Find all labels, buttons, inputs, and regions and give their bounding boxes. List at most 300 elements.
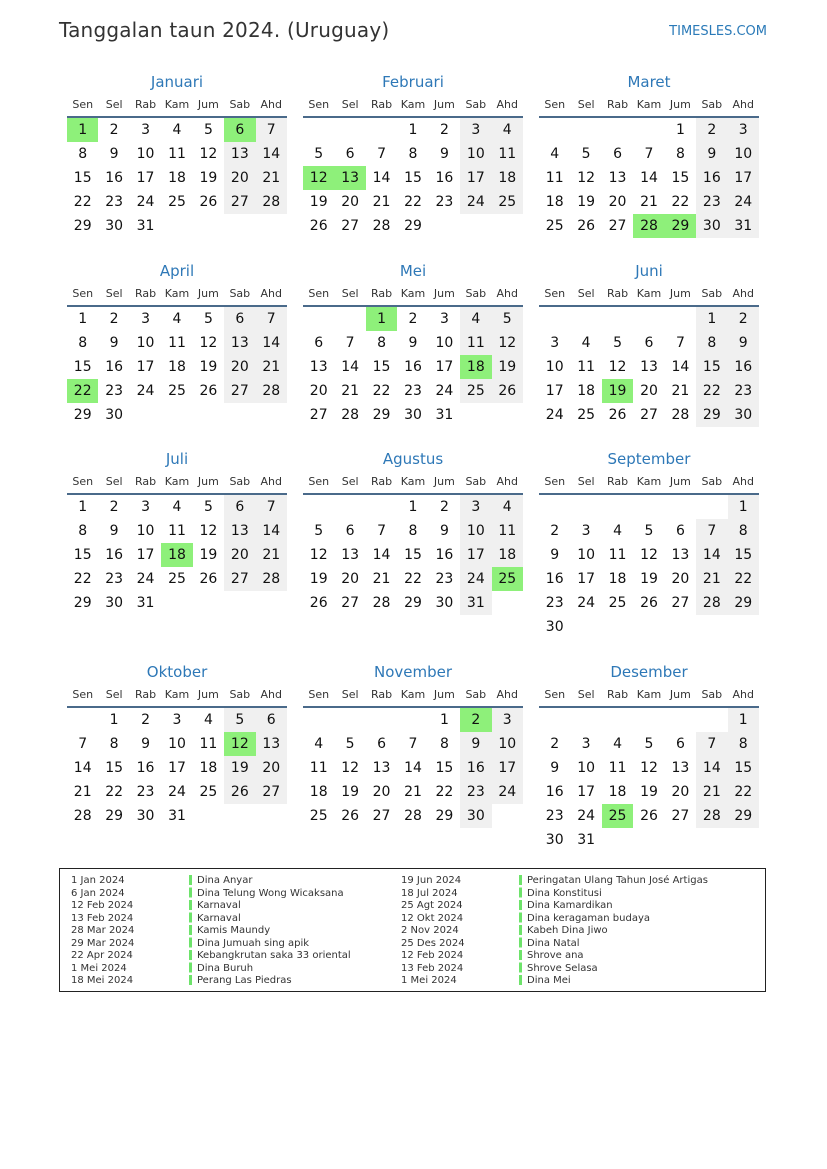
day-cell: 18: [492, 543, 523, 567]
day-cell: 5: [613, 335, 623, 351]
day-cell: 8: [696, 331, 727, 355]
day-cell: 6: [644, 335, 654, 351]
day-cell: 16: [435, 547, 454, 563]
day-cell: 16: [545, 784, 564, 800]
month-title: Juni: [635, 262, 663, 280]
legend-date: 28 Mar 2024: [71, 925, 135, 936]
weekday-label: Jum: [433, 98, 455, 111]
legend-date: 1 Jan 2024: [71, 875, 125, 886]
day-cell: 5: [345, 736, 355, 752]
empty-cell: [665, 307, 696, 331]
month-maret: [539, 70, 759, 238]
day-cell: 7: [256, 495, 287, 519]
day-cell: 12: [309, 547, 328, 563]
day-cell: 17: [136, 359, 155, 375]
legend-date: 12 Feb 2024: [401, 950, 464, 961]
day-cell: 11: [309, 760, 328, 776]
empty-cell: [67, 708, 98, 732]
day-cell: 4: [203, 712, 213, 728]
empty-cell: [570, 495, 601, 519]
day-cell: 26: [309, 595, 328, 611]
weekday-label: Sel: [341, 475, 359, 488]
day-cell: 13: [256, 732, 287, 756]
weekday-label: Sen: [72, 475, 94, 488]
day-cell: 12: [608, 359, 627, 375]
weekday-label: Sen: [308, 688, 330, 701]
day-cell: 1: [408, 122, 418, 138]
empty-cell: [256, 804, 287, 828]
weekday-label: Jum: [669, 98, 691, 111]
empty-cell: [602, 828, 633, 852]
day-cell: 23: [105, 571, 124, 587]
day-cell: 30: [545, 832, 564, 848]
weekday-label: Jum: [433, 688, 455, 701]
day-cell: 16: [404, 359, 422, 375]
day-cell: 2: [109, 311, 119, 327]
day-cell: 20: [256, 756, 287, 780]
day-cell: 18: [608, 571, 627, 587]
day-cell: 8: [728, 732, 759, 756]
empty-cell: [602, 615, 633, 639]
day-cell: 6: [675, 523, 685, 539]
day-cell: 2: [550, 523, 560, 539]
legend-dates-left: [71, 875, 134, 988]
day-cell: 31: [577, 832, 596, 848]
day-cell: 25: [199, 784, 218, 800]
day-cell: 28: [372, 595, 391, 611]
day-cell: 5: [581, 146, 591, 162]
weekday-label: Rab: [606, 475, 629, 488]
weekday-label: Sen: [72, 688, 94, 701]
day-cell: 7: [696, 732, 727, 756]
day-cell: 7: [78, 736, 88, 752]
empty-cell: [602, 118, 633, 142]
empty-cell: [602, 495, 633, 519]
empty-cell: [161, 214, 192, 238]
weekday-label: Rab: [134, 287, 157, 300]
day-cell: 22: [671, 194, 690, 210]
day-cell: 15: [404, 170, 422, 186]
day-cell: 25: [602, 804, 633, 828]
day-cell: 27: [256, 780, 287, 804]
day-cell: 15: [73, 547, 92, 563]
empty-cell: [224, 591, 255, 615]
empty-cell: [602, 708, 633, 732]
day-cell: 22: [105, 784, 124, 800]
weekday-header: [303, 283, 523, 307]
weekday-label: Sel: [105, 688, 123, 701]
empty-cell: [728, 615, 759, 639]
day-cell: 2: [696, 118, 727, 142]
weekday-label: Sab: [701, 287, 723, 300]
day-cell: 4: [460, 307, 491, 331]
day-cell: 6: [224, 307, 255, 331]
day-cell: 5: [203, 499, 213, 515]
weekday-label: Sen: [544, 287, 566, 300]
day-cell: 26: [309, 218, 328, 234]
empty-cell: [633, 307, 664, 331]
day-cell: 6: [345, 146, 355, 162]
day-cell: 14: [404, 760, 422, 776]
month-agustus: [303, 447, 523, 615]
day-cell: 2: [728, 307, 759, 331]
empty-cell: [665, 708, 696, 732]
empty-cell: [460, 403, 491, 427]
month-oktober: [67, 660, 287, 828]
legend-date: 2 Nov 2024: [401, 925, 459, 936]
weekday-label: Ahd: [732, 475, 754, 488]
day-cell: 22: [435, 784, 454, 800]
day-cell: 5: [644, 736, 654, 752]
month-september: [539, 447, 759, 639]
day-cell: 30: [105, 218, 124, 234]
day-cell: 21: [671, 383, 690, 399]
day-cell: 20: [224, 355, 255, 379]
day-cell: 3: [141, 122, 151, 138]
day-cell: 6: [613, 146, 623, 162]
day-cell: 13: [224, 519, 255, 543]
day-cell: 27: [671, 595, 690, 611]
day-cell: 23: [545, 808, 564, 824]
weekday-label: Sel: [105, 475, 123, 488]
day-cell: 14: [73, 760, 92, 776]
day-cell: 25: [545, 218, 564, 234]
weekday-label: Ahd: [496, 688, 518, 701]
weekday-label: Sab: [465, 98, 487, 111]
legend-holiday-name: Dina keragaman budaya: [527, 912, 651, 924]
day-cell: 7: [345, 335, 355, 351]
weekday-label: Rab: [370, 688, 393, 701]
empty-cell: [224, 214, 255, 238]
day-grid: [67, 708, 287, 828]
weekday-label: Kam: [164, 287, 190, 300]
day-cell: 16: [136, 760, 155, 776]
weekday-label: Sel: [341, 98, 359, 111]
day-cell: 6: [377, 736, 387, 752]
day-cell: 26: [577, 218, 596, 234]
day-cell: 22: [73, 571, 92, 587]
day-cell: 5: [224, 708, 255, 732]
empty-cell: [130, 403, 161, 427]
day-cell: 1: [109, 712, 119, 728]
day-cell: 25: [492, 567, 523, 591]
weekday-label: Sel: [341, 287, 359, 300]
weekday-header: [539, 684, 759, 708]
day-cell: 8: [408, 146, 418, 162]
weekday-label: Sel: [577, 688, 595, 701]
day-cell: 29: [435, 808, 454, 824]
month-november: [303, 660, 523, 828]
day-cell: 7: [408, 736, 418, 752]
day-cell: 22: [728, 567, 759, 591]
day-cell: 9: [141, 736, 151, 752]
day-cell: 20: [372, 784, 391, 800]
day-cell: 9: [460, 732, 491, 756]
day-cell: 1: [728, 708, 759, 732]
day-cell: 25: [608, 595, 627, 611]
day-cell: 20: [608, 194, 627, 210]
day-cell: 4: [172, 499, 182, 515]
weekday-label: Kam: [164, 475, 190, 488]
day-cell: 30: [460, 804, 491, 828]
legend-date: 22 Apr 2024: [71, 950, 133, 961]
legend-holiday-name: Perang Las Piedras: [197, 975, 292, 986]
month-juni: [539, 259, 759, 427]
legend-holiday-name: Kabeh Dina Jiwo: [527, 925, 608, 936]
day-cell: 13: [640, 359, 658, 375]
day-cell: 11: [492, 142, 523, 166]
day-cell: 3: [172, 712, 182, 728]
day-cell: 12: [341, 760, 360, 776]
legend-holiday-name: Karnaval: [197, 912, 241, 924]
day-cell: 26: [341, 808, 360, 824]
weekday-label: Kam: [164, 98, 190, 111]
day-cell: 3: [492, 708, 523, 732]
day-cell: 22: [696, 379, 727, 403]
empty-cell: [665, 615, 696, 639]
weekday-label: Rab: [134, 688, 157, 701]
day-cell: 8: [377, 335, 387, 351]
empty-cell: [224, 403, 255, 427]
legend-holiday-name: Kebangkrutan saka 33 oriental: [197, 950, 351, 961]
day-cell: 27: [309, 407, 328, 423]
day-cell: 13: [372, 760, 391, 776]
day-cell: 26: [199, 383, 218, 399]
day-cell: 12: [640, 760, 658, 776]
day-cell: 26: [608, 407, 627, 423]
legend-date: 6 Jan 2024: [71, 887, 125, 899]
legend-holiday-name: Peringatan Ulang Tahun José Artigas: [527, 875, 708, 886]
empty-cell: [492, 804, 523, 828]
legend-holiday-name: Dina Jumuah sing apik: [197, 937, 310, 949]
legend-date: 29 Mar 2024: [71, 937, 135, 949]
weekday-header: [539, 471, 759, 495]
day-cell: 21: [696, 780, 727, 804]
month-title: September: [607, 450, 691, 468]
empty-cell: [570, 307, 601, 331]
empty-cell: [696, 828, 727, 852]
day-cell: 13: [309, 359, 328, 375]
day-cell: 24: [136, 383, 155, 399]
day-cell: 23: [435, 571, 454, 587]
day-cell: 1: [67, 118, 98, 142]
day-cell: 16: [435, 170, 454, 186]
legend-holiday-name: Dina Mei: [527, 975, 571, 986]
day-cell: 1: [78, 499, 88, 515]
day-cell: 30: [404, 407, 422, 423]
day-cell: 11: [168, 146, 186, 162]
weekday-header: [539, 94, 759, 118]
day-cell: 22: [372, 383, 391, 399]
day-cell: 14: [341, 359, 360, 375]
day-cell: 18: [608, 784, 627, 800]
day-grid: [539, 495, 759, 639]
day-cell: 3: [581, 523, 591, 539]
empty-cell: [334, 708, 365, 732]
legend-holiday-name: Shrove ana: [527, 950, 584, 961]
day-cell: 18: [577, 383, 596, 399]
day-cell: 31: [728, 214, 759, 238]
empty-cell: [492, 403, 523, 427]
day-cell: 15: [671, 170, 690, 186]
weekday-header: [303, 684, 523, 708]
day-cell: 29: [105, 808, 124, 824]
legend-names-right: [527, 875, 708, 988]
weekday-label: Sen: [308, 287, 330, 300]
day-cell: 26: [640, 595, 658, 611]
legend-holiday-name: Karnaval: [197, 900, 241, 911]
day-cell: 27: [372, 808, 391, 824]
day-cell: 11: [199, 736, 218, 752]
day-cell: 12: [492, 331, 523, 355]
day-cell: 29: [728, 804, 759, 828]
day-cell: 14: [372, 547, 391, 563]
weekday-label: Jum: [197, 688, 219, 701]
weekday-label: Kam: [636, 287, 662, 300]
day-cell: 27: [608, 218, 627, 234]
legend-holiday-name: Dina Anyar: [197, 875, 253, 886]
empty-cell: [366, 495, 397, 519]
day-cell: 3: [728, 118, 759, 142]
day-cell: 21: [372, 194, 391, 210]
day-cell: 23: [435, 194, 454, 210]
month-title: Februari: [382, 73, 444, 91]
day-grid: [539, 708, 759, 852]
empty-cell: [193, 591, 224, 615]
empty-cell: [696, 708, 727, 732]
empty-cell: [633, 495, 664, 519]
weekday-label: Ahd: [260, 475, 282, 488]
day-cell: 19: [309, 571, 328, 587]
day-cell: 30: [105, 595, 124, 611]
day-cell: 27: [341, 218, 360, 234]
day-cell: 22: [404, 194, 422, 210]
day-cell: 28: [696, 591, 727, 615]
weekday-header: [303, 94, 523, 118]
day-grid: [539, 118, 759, 238]
day-cell: 7: [256, 118, 287, 142]
day-cell: 17: [460, 166, 491, 190]
empty-cell: [256, 591, 287, 615]
day-cell: 14: [671, 359, 690, 375]
day-cell: 3: [141, 311, 151, 327]
weekday-label: Kam: [400, 287, 426, 300]
day-cell: 31: [136, 595, 155, 611]
day-cell: 22: [67, 379, 98, 403]
day-cell: 24: [492, 780, 523, 804]
day-cell: 12: [303, 166, 334, 190]
day-cell: 9: [696, 142, 727, 166]
day-cell: 27: [224, 379, 255, 403]
day-cell: 24: [577, 808, 596, 824]
day-cell: 15: [435, 760, 454, 776]
day-cell: 6: [675, 736, 685, 752]
weekday-label: Sen: [308, 475, 330, 488]
month-title: Oktober: [146, 663, 208, 681]
day-cell: 17: [577, 784, 596, 800]
legend-date: 1 Mei 2024: [401, 975, 457, 986]
day-cell: 28: [696, 804, 727, 828]
empty-cell: [492, 591, 523, 615]
weekday-label: Ahd: [732, 688, 754, 701]
day-cell: 23: [545, 595, 564, 611]
day-cell: 11: [168, 523, 186, 539]
day-cell: 27: [671, 808, 690, 824]
day-cell: 26: [224, 780, 255, 804]
day-cell: 23: [105, 383, 124, 399]
day-cell: 23: [105, 194, 124, 210]
day-cell: 24: [460, 567, 491, 591]
day-cell: 7: [696, 519, 727, 543]
month-januari: [67, 70, 287, 238]
day-cell: 17: [136, 547, 155, 563]
day-cell: 26: [199, 194, 218, 210]
empty-cell: [728, 828, 759, 852]
weekday-label: Sab: [229, 98, 251, 111]
day-cell: 14: [372, 170, 391, 186]
day-cell: 19: [492, 355, 523, 379]
empty-cell: [633, 615, 664, 639]
day-cell: 29: [728, 591, 759, 615]
weekday-label: Rab: [370, 98, 393, 111]
day-cell: 17: [492, 756, 523, 780]
empty-cell: [696, 615, 727, 639]
day-cell: 13: [224, 142, 255, 166]
day-cell: 23: [136, 784, 155, 800]
month-title: November: [373, 663, 453, 681]
day-cell: 12: [640, 547, 658, 563]
day-cell: 20: [224, 543, 255, 567]
day-cell: 28: [372, 218, 391, 234]
day-cell: 5: [203, 311, 213, 327]
empty-cell: [665, 495, 696, 519]
day-cell: 16: [545, 571, 564, 587]
day-cell: 13: [671, 547, 690, 563]
day-cell: 29: [73, 407, 92, 423]
day-cell: 7: [256, 307, 287, 331]
day-cell: 25: [168, 194, 186, 210]
day-cell: 10: [577, 547, 596, 563]
day-cell: 11: [545, 170, 564, 186]
day-cell: 15: [73, 170, 92, 186]
day-cell: 3: [581, 736, 591, 752]
day-cell: 10: [545, 359, 564, 375]
legend-holiday-name: Dina Natal: [527, 937, 580, 949]
day-cell: 15: [372, 359, 391, 375]
day-cell: 27: [341, 595, 360, 611]
day-cell: 10: [577, 760, 596, 776]
day-cell: 8: [728, 519, 759, 543]
day-cell: 13: [224, 331, 255, 355]
weekday-label: Sab: [701, 475, 723, 488]
empty-cell: [161, 591, 192, 615]
month-juli: [67, 447, 287, 615]
day-cell: 10: [136, 146, 155, 162]
day-cell: 7: [377, 523, 387, 539]
day-cell: 11: [168, 335, 186, 351]
weekday-label: Sen: [544, 475, 566, 488]
day-cell: 20: [341, 194, 360, 210]
day-cell: 14: [256, 519, 287, 543]
site-link[interactable]: TIMESLES.COM: [669, 24, 767, 39]
day-cell: 18: [161, 543, 192, 567]
day-cell: 15: [728, 543, 759, 567]
weekday-label: Sen: [72, 98, 94, 111]
weekday-label: Jum: [197, 475, 219, 488]
day-cell: 29: [696, 403, 727, 427]
day-cell: 2: [460, 708, 491, 732]
day-cell: 19: [577, 194, 596, 210]
